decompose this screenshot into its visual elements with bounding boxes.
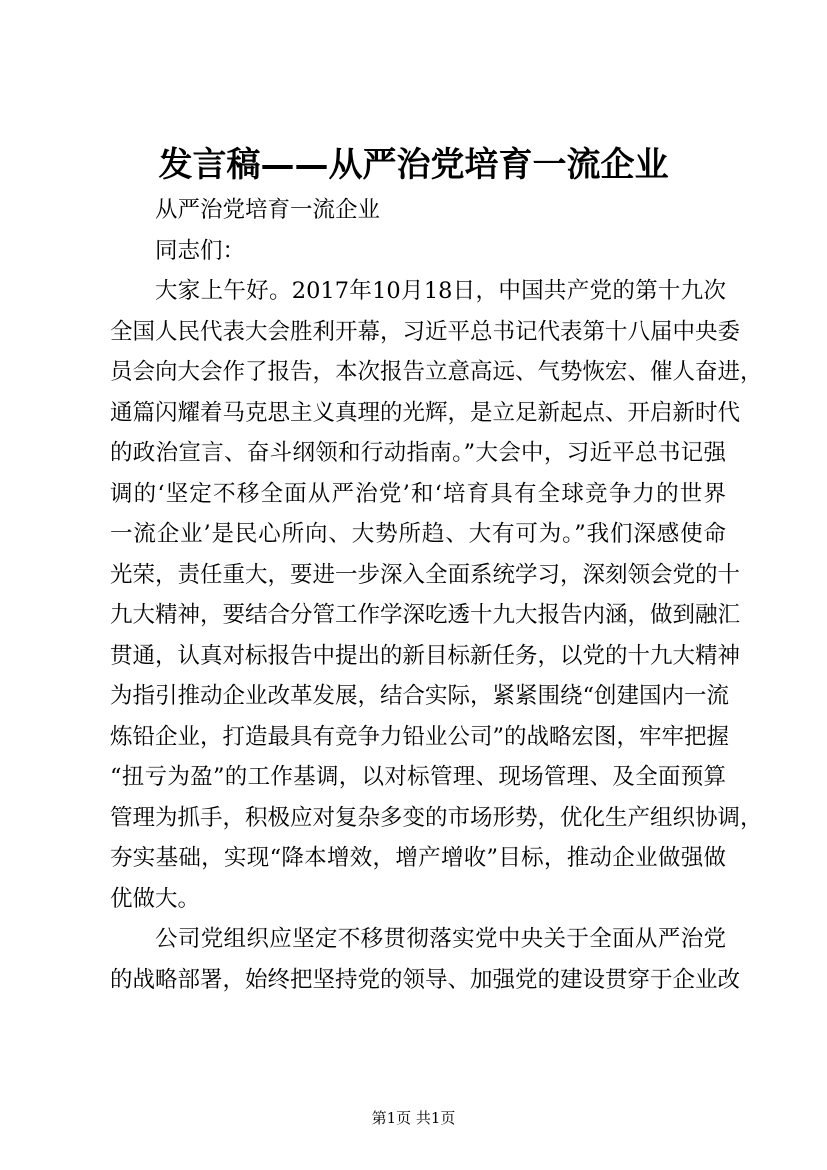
document-title: 发言稿——从严治党培育一流企业 bbox=[158, 145, 669, 185]
paragraph-line: 贯通，认真对标报告中提出的新目标新任务，以党的十九大精神 bbox=[110, 642, 741, 669]
paragraph-1 bbox=[110, 271, 763, 919]
paragraph-line: 调的‘坚定不移全面从严治党’和‘培育具有全球竞争力的世界 bbox=[110, 480, 726, 507]
paragraph-line: 光荣，责任重大，要进一步深入全面系统学习，深刻领会党的十 bbox=[110, 561, 741, 588]
paragraph-line: “扭亏为盈”的工作基调，以对标管理、现场管理、及全面预算 bbox=[110, 764, 726, 790]
paragraph-line: 夯实基础，实现“降本增效，增产增收”目标，推动企业做强做 bbox=[110, 845, 726, 871]
page-footer: 第1页 共1页 bbox=[371, 1109, 456, 1127]
document-body bbox=[110, 190, 763, 1000]
paragraph-line: 大家上午好。2017年10月18日，中国共产党的第十九次 bbox=[155, 278, 726, 304]
subtitle-line: 从严治党培育一流企业 bbox=[155, 197, 381, 223]
paragraph-line: 优做大。 bbox=[110, 885, 201, 912]
paragraph-line: 为指引推动企业改革发展，结合实际，紧紧围绕“创建国内一流 bbox=[110, 683, 730, 709]
paragraph-line: 炼铅企业，打造最具有竞争力铅业公司”的战略宏图，牢牢把握 bbox=[110, 723, 730, 750]
salutation-line: 同志们： bbox=[155, 237, 246, 264]
paragraph-line: 员会向大会作了报告，本次报告立意高远、气势恢宏、催人奋进， bbox=[110, 359, 763, 385]
paragraph-line: 公司党组织应坚定不移贯彻落实党中央关于全面从严治党 bbox=[155, 926, 726, 952]
paragraph-line: 全国人民代表大会胜利开幕，习近平总书记代表第十八届中央委 bbox=[110, 318, 741, 345]
paragraph-line: 管理为抓手，积极应对复杂多变的市场形势，优化生产组织协调， bbox=[110, 804, 763, 831]
paragraph-line: 的战略部署，始终把坚持党的领导、加强党的建设贯穿于企业改 bbox=[110, 966, 741, 993]
paragraph-line: 九大精神，要结合分管工作学深吃透十九大报告内涵，做到融汇 bbox=[110, 602, 741, 628]
paragraph-2 bbox=[110, 919, 741, 1000]
paragraph-line: 通篇闪耀着马克思主义真理的光辉，是立足新起点、开启新时代 bbox=[110, 399, 741, 426]
paragraph-line: 一流企业’是民心所向、大势所趋、大有可为。”我们深感使命 bbox=[110, 521, 726, 547]
paragraph-line: 的政治宣言、奋斗纲领和行动指南。”大会中，习近平总书记强 bbox=[110, 440, 726, 466]
